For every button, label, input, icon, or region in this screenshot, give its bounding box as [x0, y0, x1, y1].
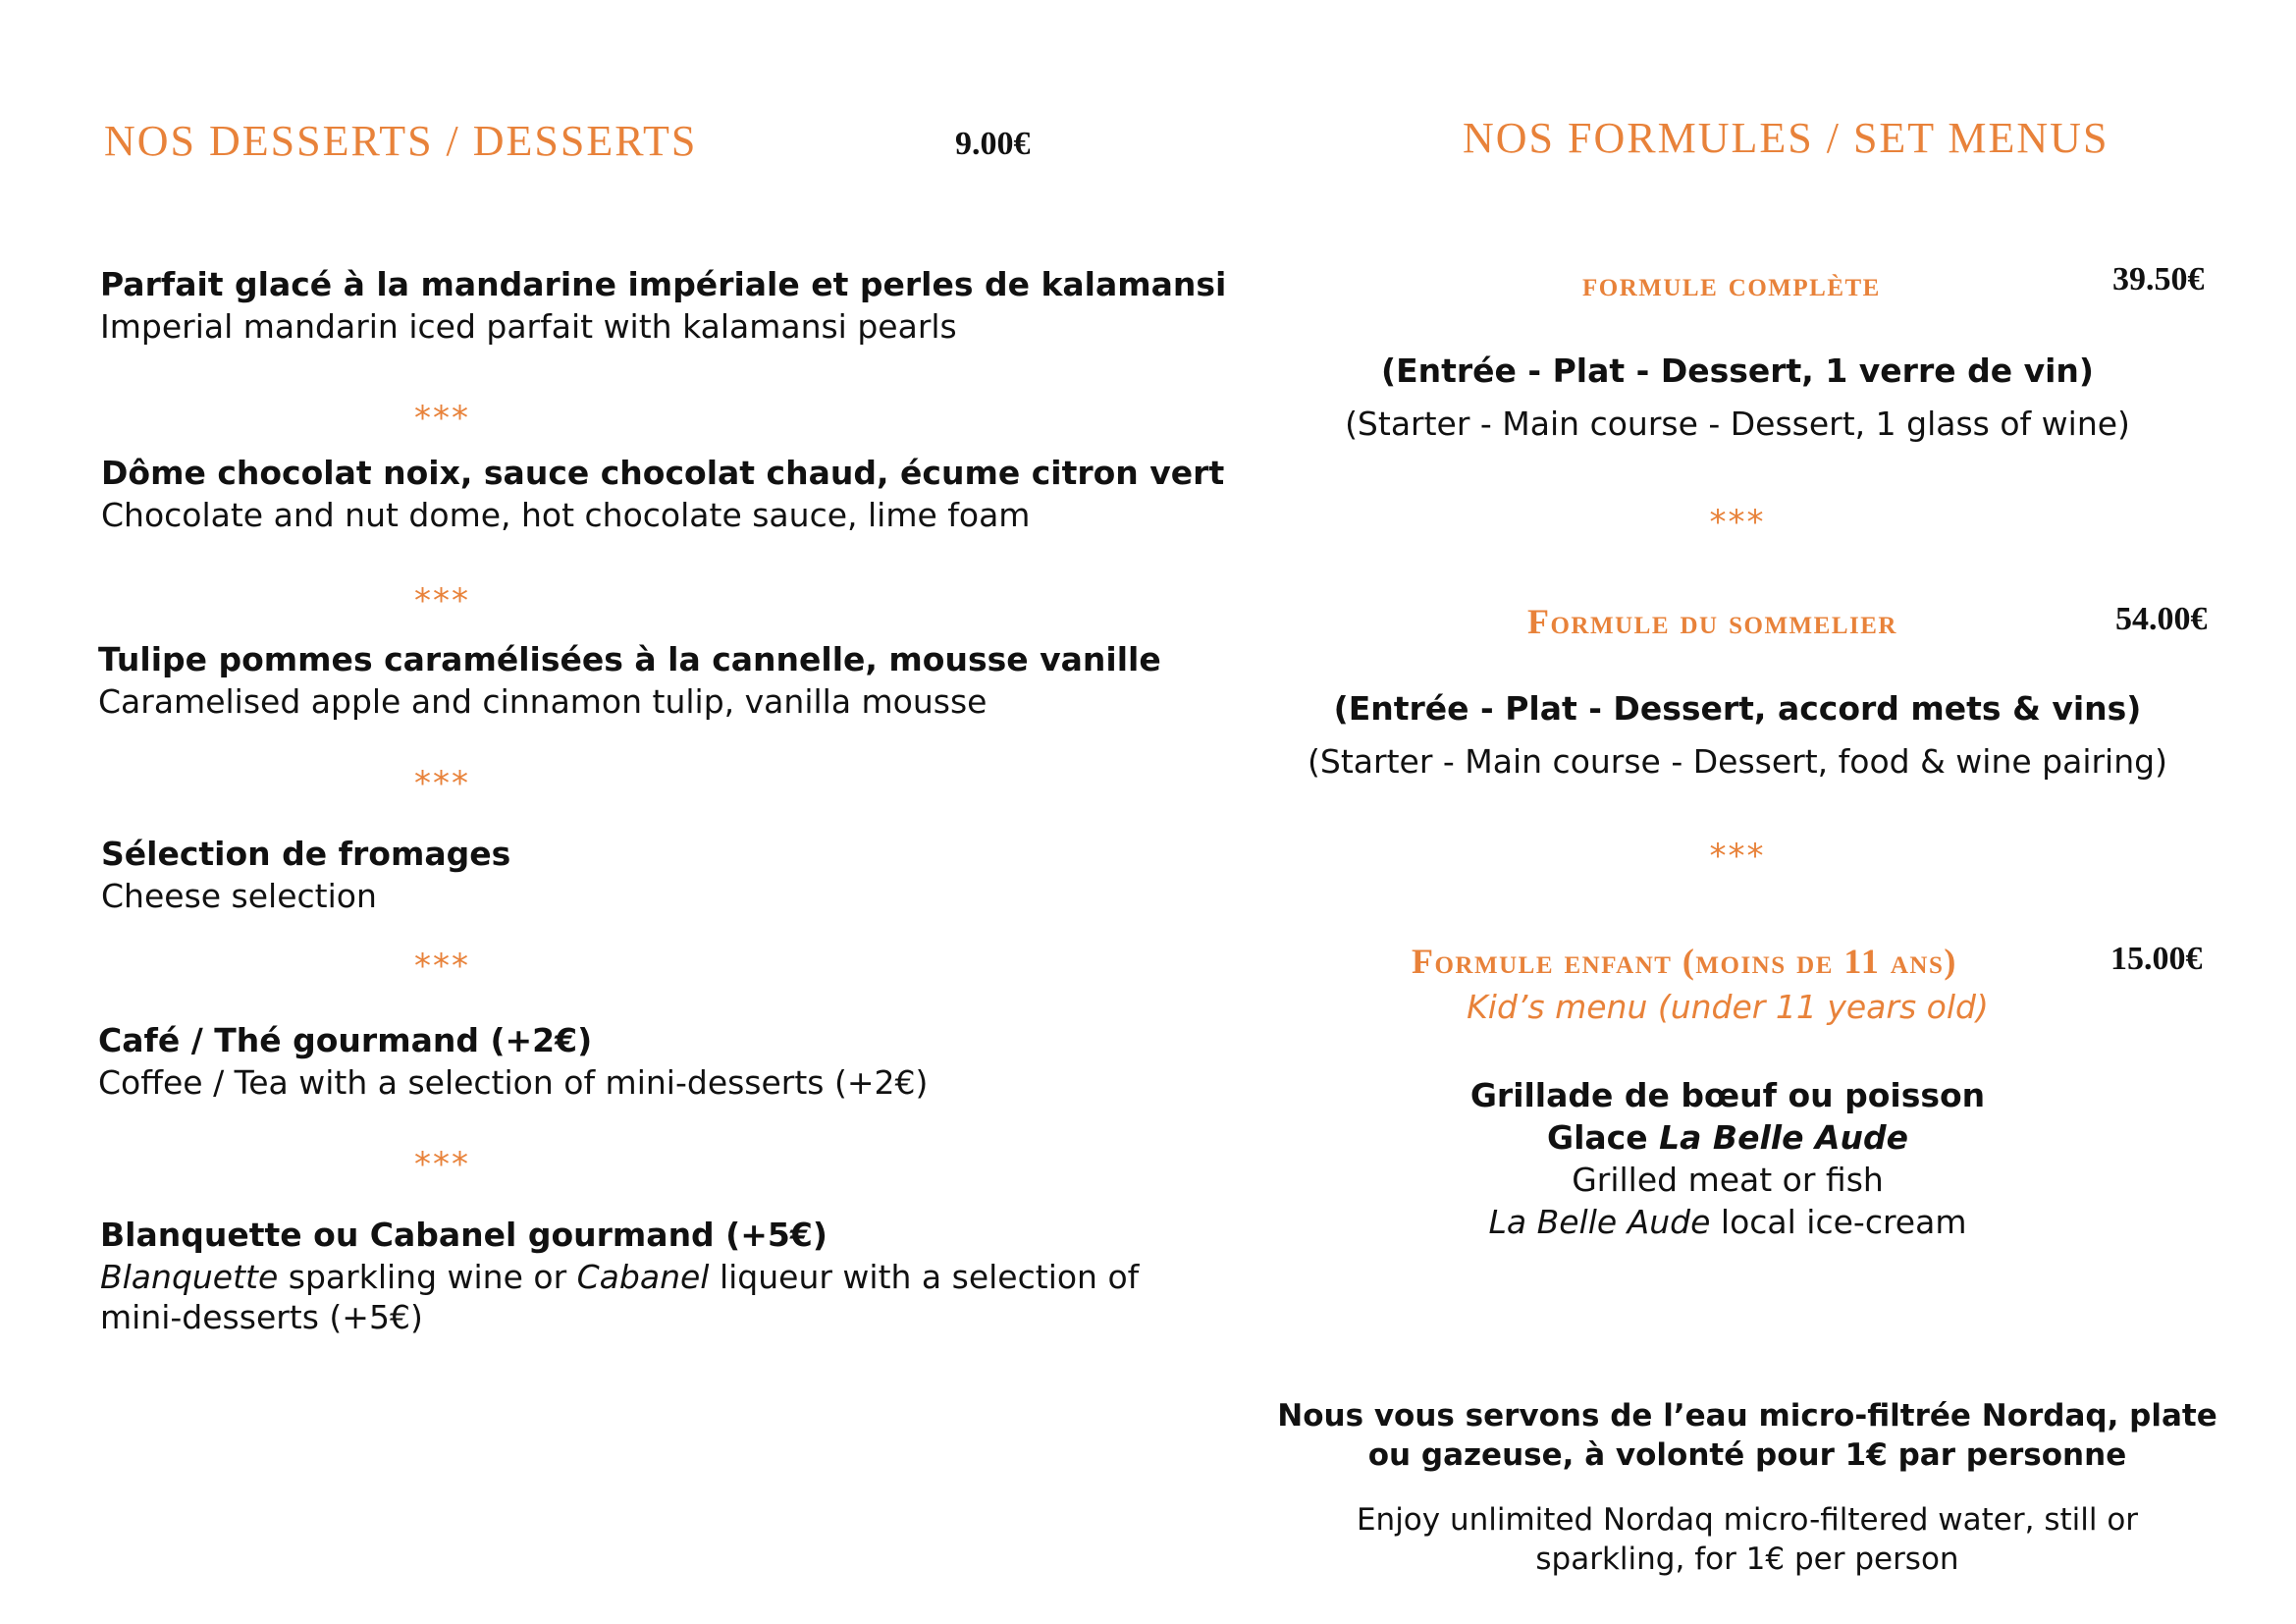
- formule-sommelier-en: (Starter - Main course - Dessert, food & wine pairing): [1308, 742, 2167, 781]
- dessert-item-3-fr: Tulipe pommes caramélisées à la cannelle, mousse vanille: [98, 640, 1161, 678]
- dessert-item-5-fr: Café / Thé gourmand (+2€): [98, 1021, 593, 1059]
- dessert-item-1: [100, 265, 1226, 346]
- la-belle-aude: La Belle Aude: [1488, 1203, 1711, 1241]
- dessert-item-4-en: Cheese selection: [101, 877, 377, 915]
- blanquette-word: Blanquette: [100, 1258, 279, 1296]
- formule-complete-price: 39.50€: [2112, 261, 2205, 298]
- water-fr-line2: ou gazeuse, à volonté pour 1€ par personne: [1367, 1437, 2127, 1473]
- separator-stars: ***: [1709, 837, 1766, 876]
- formule-enfant-price: 15.00€: [2110, 941, 2203, 977]
- separator-stars: ***: [414, 764, 470, 803]
- water-en-line2: sparkling, for 1€ per person: [1535, 1542, 1959, 1577]
- dessert-item-3: [98, 640, 1161, 721]
- formule-complete-title: formule complète: [1582, 264, 1881, 303]
- formule-enfant-line4: [1335, 1203, 2120, 1241]
- formule-enfant-title: Formule enfant (moins de 11 ans): [1412, 942, 1957, 981]
- separator-stars: ***: [1709, 503, 1766, 542]
- dessert-item-2: [101, 454, 1224, 534]
- separator-stars: ***: [414, 947, 470, 986]
- cabanel-word: Cabanel: [576, 1258, 710, 1296]
- separator-stars: ***: [414, 581, 470, 621]
- formule-sommelier-price: 54.00€: [2115, 601, 2208, 637]
- dessert-item-4-fr: Sélection de fromages: [101, 835, 511, 873]
- dessert-item-5: [98, 1021, 928, 1102]
- dessert-item-3-en: Caramelised apple and cinnamon tulip, vanilla mousse: [98, 682, 988, 721]
- formules-heading: NOS FORMULES / SET MENUS: [1463, 114, 2109, 162]
- local-ice-cream: local ice-cream: [1710, 1203, 1967, 1241]
- formule-complete-en: (Starter - Main course - Dessert, 1 glass of wine): [1345, 405, 2130, 443]
- dessert-item-1-en: Imperial mandarin iced parfait with kalamansi pearls: [100, 307, 957, 346]
- formule-enfant-line3: Grilled meat or fish: [1572, 1161, 1884, 1199]
- water-en-line1: Enjoy unlimited Nordaq micro-filtered water, still or: [1356, 1502, 2139, 1538]
- dessert-item-6-fr: Blanquette ou Cabanel gourmand (+5€): [100, 1216, 828, 1254]
- formule-enfant-subtitle: Kid’s menu (under 11 years old): [1467, 988, 1989, 1026]
- dessert-item-4: [101, 835, 510, 915]
- dessert-item-5-en: Coffee / Tea with a selection of mini-desserts (+2€): [98, 1063, 929, 1102]
- formule-complete-fr: (Entrée - Plat - Dessert, 1 verre de vin): [1381, 352, 2094, 390]
- formule-sommelier-title: Formule du sommelier: [1527, 602, 1897, 641]
- dessert-item-1-fr: Parfait glacé à la mandarine impériale et perles de kalamansi: [100, 265, 1227, 303]
- formule-enfant-details: [1335, 1076, 2120, 1241]
- formule-enfant-line1: Grillade de bœuf ou poisson: [1469, 1076, 1986, 1114]
- dessert-item-6-en: [100, 1258, 1139, 1296]
- formule-sommelier-fr: (Entrée - Plat - Dessert, accord mets & vins): [1333, 689, 2142, 728]
- water-fr-line1: Nous vous servons de l’eau micro-filtrée Nordaq, plate: [1277, 1398, 2217, 1434]
- separator-stars: ***: [414, 1145, 470, 1184]
- la-belle-aude-bold: La Belle Aude: [1659, 1118, 1908, 1157]
- desserts-heading: NOS DESSERTS / DESSERTS: [104, 117, 698, 165]
- dessert-item-6-en-part: sparkling wine or: [278, 1258, 577, 1296]
- dessert-item-6-en-line2: mini-desserts (+5€): [100, 1298, 423, 1336]
- desserts-price: 9.00€: [955, 126, 1031, 162]
- dessert-item-6-en-part: liqueur with a selection of: [709, 1258, 1140, 1296]
- separator-stars: ***: [414, 399, 470, 438]
- dessert-item-2-fr: Dôme chocolat noix, sauce chocolat chaud, écume citron vert: [101, 454, 1225, 492]
- dessert-item-6: [100, 1216, 1139, 1336]
- dessert-item-2-en: Chocolate and nut dome, hot chocolate sauce, lime foam: [101, 496, 1031, 534]
- glace-word: Glace: [1547, 1118, 1660, 1157]
- water-note: [1276, 1398, 2218, 1577]
- formule-enfant-line2: [1335, 1118, 2120, 1157]
